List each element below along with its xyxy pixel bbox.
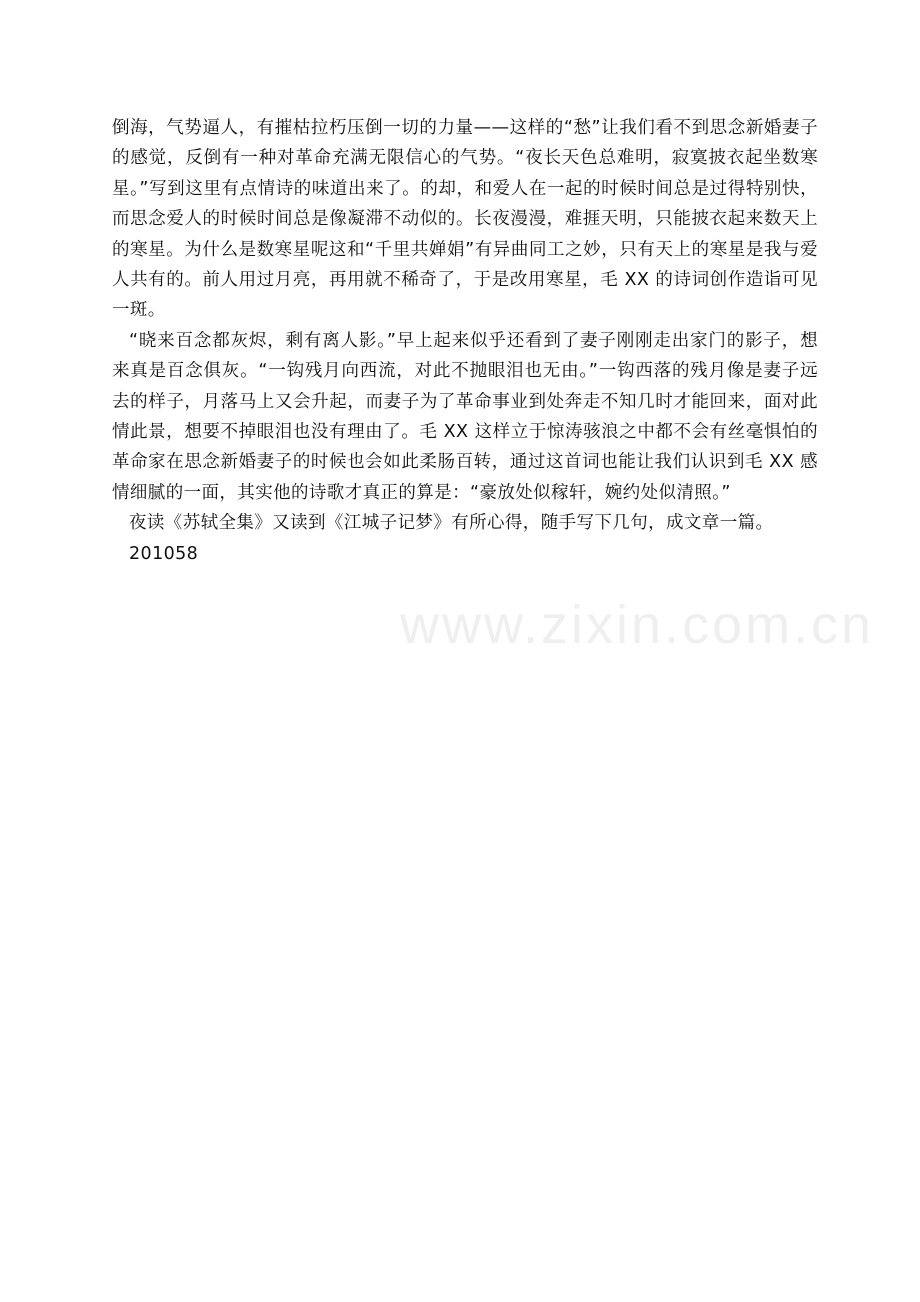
paragraph-3: 夜读《苏轼全集》又读到《江城子记梦》有所心得，随手写下几句，成文章一篇。	[129, 513, 774, 534]
document-body	[112, 113, 818, 569]
watermark: www.zixin.com.cn	[400, 595, 875, 655]
paragraph-2: “晓来百念都灰烬，剩有离人影。”早上起来似乎还看到了妻子刚刚走出家门的影子，想来真是百念俱灰。“一钩残月向西流，对此不抛眼泪也无由。”一钩西落的残月像是妻子远去的样子，月落马上又会升起，而妻子为了革命事业到处奔走不知几时才能回来，面对此情此景，想要不掉眼泪也没有理由了。毛 XX 这样立于惊涛骇浪之中都不会有丝毫惧怕的革命家在思念新婚妻子的时候也会如此柔肠百转，通过这首词也能让我们认识到毛 XX 感情细腻的一面，其实他的诗歌才真正的算是：“豪放处似稼轩，婉约处似清照。”	[112, 330, 818, 503]
document-date: 201058	[129, 543, 199, 564]
paragraph-1: 倒海，气势逼人，有摧枯拉朽压倒一切的力量——这样的“愁”让我们看不到思念新婚妻子的感觉，反倒有一种对革命充满无限信心的气势。“夜长天色总难明，寂寞披衣起坐数寒星。”写到这里有点情诗的味道出来了。的却，和爱人在一起的时候时间总是过得特别快，而思念爱人的时候时间总是像凝滞不动似的。长夜漫漫，难捱天明，只能披衣起来数天上的寒星。为什么是数寒星呢这和“千里共婵娟”有异曲同工之妙，只有天上的寒星是我与爱人共有的。前人用过月亮，再用就不稀奇了，于是改用寒星，毛 XX 的诗词创作造诣可见一斑。	[112, 118, 818, 321]
